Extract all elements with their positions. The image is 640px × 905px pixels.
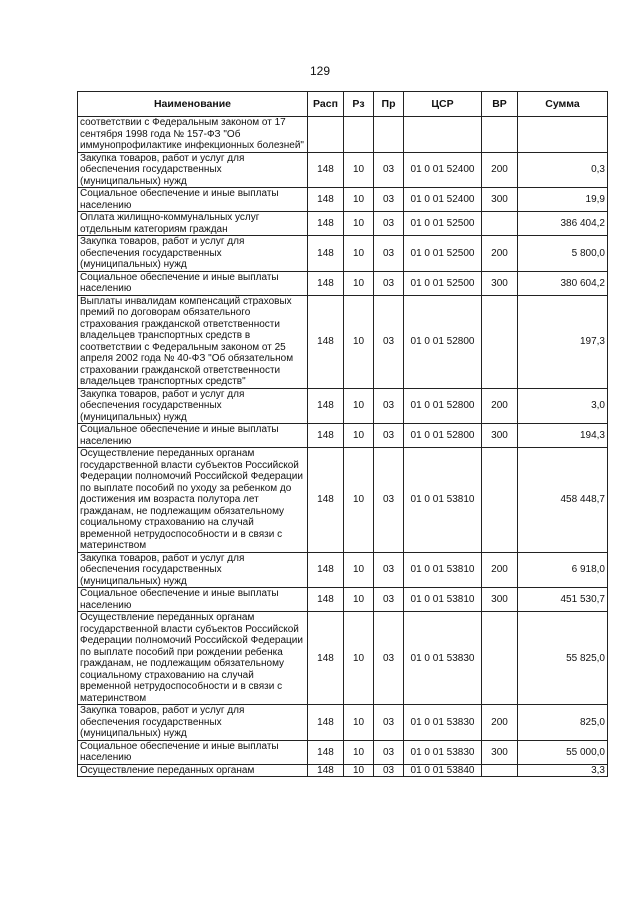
table-row [78,212,608,236]
row-pr: 03 [374,448,404,553]
row-vr: 200 [482,388,518,424]
row-pr: 03 [374,152,404,188]
table-row [78,448,608,553]
row-rasp: 148 [308,188,344,212]
row-name: Оплата жилищно-коммунальных услуг отдельным категориям граждан [78,212,308,236]
row-rasp: 148 [308,236,344,272]
row-pr: 03 [374,612,404,705]
table-row [78,588,608,612]
row-vr: 300 [482,424,518,448]
row-pr: 03 [374,588,404,612]
row-rasp: 148 [308,212,344,236]
row-rz: 10 [344,212,374,236]
row-rz: 10 [344,424,374,448]
row-name: Закупка товаров, работ и услуг для обеспечения государственных (муниципальных) нужд [78,152,308,188]
row-pr: 03 [374,424,404,448]
row-vr: 300 [482,740,518,764]
row-pr: 03 [374,188,404,212]
row-csr: 01 0 01 53830 [404,740,482,764]
row-csr: 01 0 01 53840 [404,764,482,777]
table-row [78,740,608,764]
row-name: Закупка товаров, работ и услуг для обеспечения государственных (муниципальных) нужд [78,236,308,272]
row-rasp [308,117,344,153]
row-vr: 200 [482,705,518,741]
row-rz: 10 [344,552,374,588]
row-name: Выплаты инвалидам компенсаций страховых премий по договорам обязательного страхования гражданской ответственности владельцев транспортных средств в соответствии с Федеральным законом от 25 апреля 2002 года № 40-ФЗ "Об обязательном страховании гражданской ответственности владельцев транспортных средств" [78,295,308,388]
row-vr: 300 [482,588,518,612]
row-sum: 55 000,0 [518,740,608,764]
table-row [78,764,608,777]
header-csr: ЦСР [404,92,482,117]
row-name: Закупка товаров, работ и услуг для обеспечения государственных (муниципальных) нужд [78,552,308,588]
table-row [78,271,608,295]
row-vr: 300 [482,188,518,212]
row-csr: 01 0 01 52800 [404,388,482,424]
row-rasp: 148 [308,705,344,741]
row-sum: 6 918,0 [518,552,608,588]
row-rz: 10 [344,236,374,272]
row-vr [482,117,518,153]
row-sum: 197,3 [518,295,608,388]
row-name: Социальное обеспечение и иные выплаты населению [78,740,308,764]
row-rz: 10 [344,612,374,705]
row-rasp: 148 [308,612,344,705]
row-csr: 01 0 01 52800 [404,295,482,388]
row-rasp: 148 [308,448,344,553]
table-row [78,705,608,741]
row-csr: 01 0 01 52500 [404,271,482,295]
row-sum: 194,3 [518,424,608,448]
table-row [78,388,608,424]
row-pr: 03 [374,740,404,764]
row-vr [482,212,518,236]
row-csr [404,117,482,153]
table-row [78,552,608,588]
row-csr: 01 0 01 53810 [404,588,482,612]
row-rasp: 148 [308,740,344,764]
row-name: Социальное обеспечение и иные выплаты населению [78,188,308,212]
row-rasp: 148 [308,552,344,588]
row-csr: 01 0 01 52500 [404,236,482,272]
row-rasp: 148 [308,152,344,188]
row-csr: 01 0 01 52800 [404,424,482,448]
row-vr [482,448,518,553]
row-pr: 03 [374,271,404,295]
row-pr: 03 [374,705,404,741]
budget-table [77,91,608,777]
row-name: Социальное обеспечение и иные выплаты населению [78,271,308,295]
row-sum: 380 604,2 [518,271,608,295]
row-csr: 01 0 01 52400 [404,152,482,188]
row-sum: 825,0 [518,705,608,741]
row-rasp: 148 [308,295,344,388]
table-row [78,117,608,153]
row-vr [482,612,518,705]
table-row [78,236,608,272]
row-rasp: 148 [308,764,344,777]
row-rz: 10 [344,588,374,612]
row-name: Осуществление переданных органам [78,764,308,777]
table-row [78,424,608,448]
row-csr: 01 0 01 53830 [404,705,482,741]
row-rz: 10 [344,705,374,741]
row-csr: 01 0 01 53810 [404,552,482,588]
header-vr: ВР [482,92,518,117]
row-rz: 10 [344,448,374,553]
row-sum: 5 800,0 [518,236,608,272]
row-pr: 03 [374,236,404,272]
table-row [78,152,608,188]
row-vr: 200 [482,236,518,272]
row-vr [482,764,518,777]
row-sum: 451 530,7 [518,588,608,612]
row-vr [482,295,518,388]
header-row [78,92,608,117]
row-name: Осуществление переданных органам государственной власти субъектов Российской Федерации полномочий Российской Федерации по выплате пособий при рождении ребенка гражданам, не подлежащим обязательному социальному страхованию на случай временной нетрудоспособности и в связи с материнством [78,612,308,705]
row-pr [374,117,404,153]
row-csr: 01 0 01 52500 [404,212,482,236]
row-name: Социальное обеспечение и иные выплаты населению [78,424,308,448]
row-rz: 10 [344,740,374,764]
row-pr: 03 [374,388,404,424]
row-rz: 10 [344,764,374,777]
table-row [78,188,608,212]
row-rz [344,117,374,153]
row-rasp: 148 [308,271,344,295]
row-vr: 200 [482,552,518,588]
header-name: Наименование [78,92,308,117]
row-sum: 55 825,0 [518,612,608,705]
row-rasp: 148 [308,424,344,448]
row-sum: 386 404,2 [518,212,608,236]
row-rasp: 148 [308,388,344,424]
row-name: Закупка товаров, работ и услуг для обеспечения государственных (муниципальных) нужд [78,388,308,424]
row-csr: 01 0 01 53810 [404,448,482,553]
row-rasp: 148 [308,588,344,612]
header-rasp: Расп [308,92,344,117]
table-row [78,295,608,388]
row-name: Осуществление переданных органам государственной власти субъектов Российской Федерации полномочий Российской Федерации по выплате пособий по уходу за ребенком до достижения им возраста полутора лет гражданам, не подлежащим обязательному социальному страхованию на случай временной нетрудоспособности и в связи с материнством [78,448,308,553]
row-pr: 03 [374,764,404,777]
row-name: Социальное обеспечение и иные выплаты населению [78,588,308,612]
row-sum: 458 448,7 [518,448,608,553]
row-pr: 03 [374,295,404,388]
row-rz: 10 [344,295,374,388]
row-rz: 10 [344,271,374,295]
row-pr: 03 [374,212,404,236]
header-sum: Сумма [518,92,608,117]
header-pr: Пр [374,92,404,117]
row-vr: 200 [482,152,518,188]
row-sum: 3,3 [518,764,608,777]
row-sum: 0,3 [518,152,608,188]
row-sum: 19,9 [518,188,608,212]
row-pr: 03 [374,552,404,588]
row-rz: 10 [344,388,374,424]
row-csr: 01 0 01 53830 [404,612,482,705]
row-rz: 10 [344,152,374,188]
table-row [78,612,608,705]
row-sum: 3,0 [518,388,608,424]
row-rz: 10 [344,188,374,212]
row-vr: 300 [482,271,518,295]
header-rz: Рз [344,92,374,117]
row-sum [518,117,608,153]
page-number: 129 [309,64,331,78]
row-name: Закупка товаров, работ и услуг для обеспечения государственных (муниципальных) нужд [78,705,308,741]
row-name: соответствии с Федеральным законом от 17 сентября 1998 года № 157-ФЗ "Об иммунопрофилактике инфекционных болезней" [78,117,308,153]
row-csr: 01 0 01 52400 [404,188,482,212]
